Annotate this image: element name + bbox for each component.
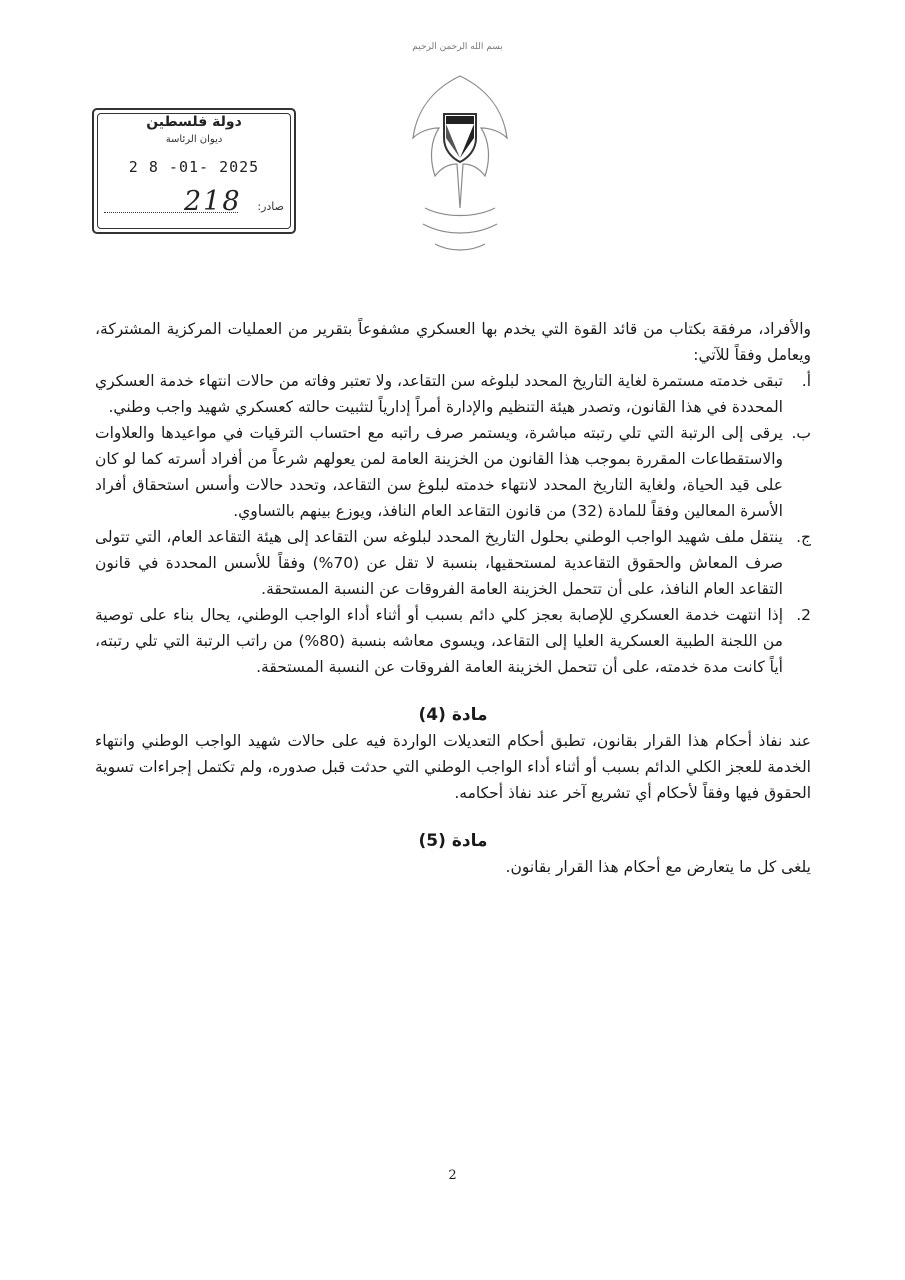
list-item-text: يرقى إلى الرتبة التي تلي رتبته مباشرة، ويستمر صرف راتبه مع احتساب الترقيات في مواعيدها والعلاوات والاستقطاعات المقررة بموجب هذا القانون من الخزينة العامة لمن يعولهم شرعاً من أفراد أسرته كما لو كان على قيد الحياة، ولغاية التاريخ المحدد لانتهاء خدمته لبلوغ سن التقاعد، وتحدد حالات وأسس استحقاق أفراد الأسرة المعالين وفقاً للمادة (32) من قانون التقاعد العام النافذ، ويوزع بينهم بالتساوي. [95,424,783,520]
page-number: 2 [448,1168,457,1183]
intro-paragraph: والأفراد، مرفقة بكتاب من قائد القوة التي يخدم بها العسكري مشفوعاً بتقرير من العمليات المركزية المشتركة، ويعامل وفقاً للآتي: [95,320,811,364]
list-marker: 2. [796,606,811,624]
stamp-subtitle: ديوان الرئاسة [165,134,223,145]
issued-label: صادر: [257,200,284,213]
list-marker: ج. [796,528,811,546]
list-item-2 [95,602,811,680]
list-item-text: تبقى خدمته مستمرة لغاية التاريخ المحدد لبلوغه سن التقاعد، ولا تعتبر وفاته من حالات انتهاء خدمة العسكري المحددة في هذا القانون، وتصدر هيئة التنظيم والإدارة أمراً إدارياً لتثبيت حالته كعسكري شهيد واجب وطني. [95,372,783,416]
stamp-issued-row [102,186,286,218]
stamp-date: 2 8 -01- 2025 [128,158,260,176]
list-marker: ب. [791,424,811,442]
list-item-text: ينتقل ملف شهيد الواجب الوطني بحلول التاريخ المحدد لبلوغه سن التقاعد إلى هيئة التقاعد العام، التي تتولى صرف المعاش والحقوق التقاعدية لمستحقيها، بنسبة لا تقل عن (70%) وفقاً للأسس المحددة في قانون التقاعد العام النافذ، على أن تتحمل الخزينة العامة الفروقات عن النسبة المستحقة. [95,528,783,598]
stamp-title: دولة فلسطين [146,114,242,130]
article-5-text: يلغى كل ما يتعارض مع أحكام هذا القرار بقانون. [505,858,811,876]
list-item-c [95,524,811,602]
palestine-eagle-emblem-icon [395,68,525,268]
list-item-a [95,368,811,420]
article-4-text: عند نفاذ أحكام هذا القرار بقانون، تطبق أحكام التعديلات الواردة فيه على حالات شهيد الواجب الوطني وانتهاء الخدمة للعجز الكلي الدائم بسبب أو أثناء أداء الواجب الوطني التي حدثت قبل صدوره، ولم تكتمل إجراءات تسوية الحقوق فيها وفقاً لأحكام أي تشريع آخر عند نفاذ أحكامه. [95,732,811,802]
issued-number: 218 [184,186,242,217]
list-marker: أ. [801,372,811,390]
article-5-heading: مادة (5) [418,831,488,851]
list-item-text: إذا انتهت خدمة العسكري للإصابة بعجز كلي دائم بسبب أو أثناء أداء الواجب الوطني، يحال بناء على توصية من اللجنة الطبية العسكرية العليا إلى التقاعد، ويسوى معاشه بنسبة (80%) من راتب الرتبة التي تلي رتبته، أياً كانت مدة خدمته، على أن تتحمل الخزينة العامة الفروقات عن النسبة المستحقة. [95,606,783,676]
list-item-b [95,420,811,524]
document-body [95,316,811,880]
article-4-heading: مادة (4) [418,705,488,725]
presidency-incoming-stamp [92,108,296,234]
basmala-header: بسم الله الرحمن الرحيم [412,42,503,52]
